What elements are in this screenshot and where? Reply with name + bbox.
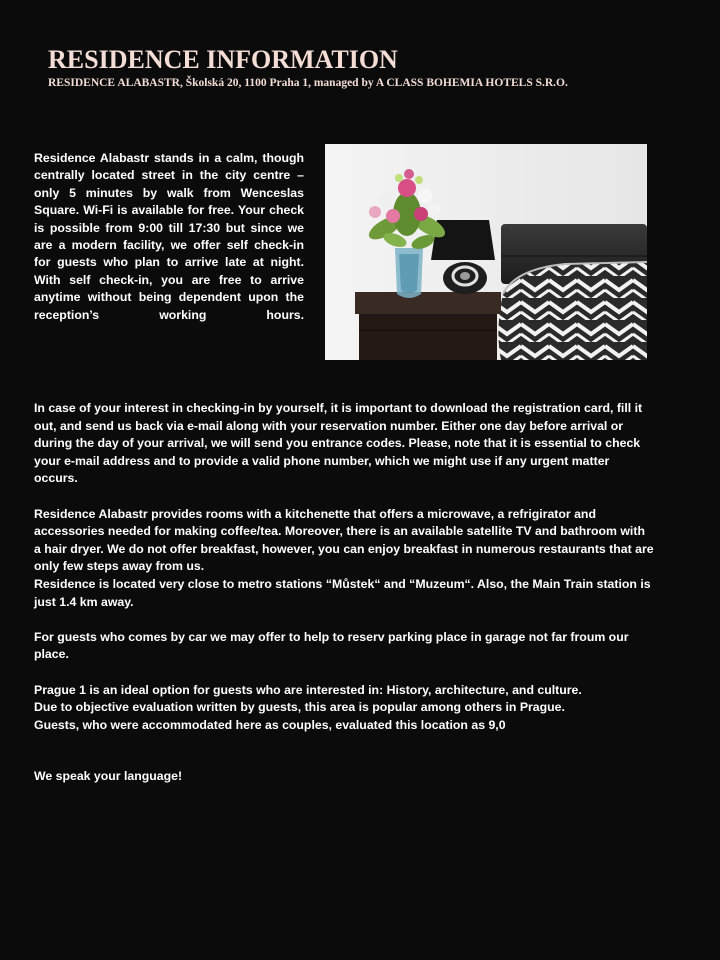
closing-line: We speak your language! xyxy=(34,769,183,783)
page-subtitle: RESIDENCE ALABASTR, Školská 20, 1100 Praha 1, managed by A CLASS BOHEMIA HOTELS S.R.O. xyxy=(48,77,568,89)
prague-line-1: Prague 1 is an ideal option for guests who are interested in: History, architecture, and culture. xyxy=(34,682,582,697)
body-text xyxy=(34,400,654,734)
prague-line-3: Guests, who were accommodated here as couples, evaluated this location as 9,0 xyxy=(34,717,506,732)
intro-paragraph: Residence Alabastr stands in a calm, though centrally located street in the city centre – only 5 minutes by walk from Wenceslas Square. Wi-Fi is available for free. Your check is possible from 9:00 till 17:30 but since we are a modern facility, we offer self check-in for guests who plan to arrive late at night. With self check-in, you are free to arrive anytime without being dependent upon the reception’s working hours. xyxy=(34,151,304,322)
rooms-paragraph: Residence Alabastr provides rooms with a kitchenette that offers a microwave, a refrigirator and accessories needed for making coffee/tea. Moreover, there is an available satellite TV and bathroom with a hair dryer. We do not offer breakfast, however, you can enjoy breakfast in numerous restaurants that are only few steps away from us. xyxy=(34,506,654,574)
page-title: RESIDENCE INFORMATION xyxy=(48,45,398,74)
location-paragraph: Residence is located very close to metro stations “Můstek“ and “Muzeum“. Also, the Main Train station is just 1.4 km away. xyxy=(34,576,651,609)
prague-line-2: Due to objective evaluation written by guests, this area is popular among others in Prague. xyxy=(34,700,565,715)
bedroom-photo xyxy=(325,144,647,360)
checkin-paragraph: In case of your interest in checking-in by yourself, it is important to download the registration card, fill it out, and send us back via e-mail along with your reservation number. Either one day before arrival or during the day of your arrival, we will send you entrance codes. Please, note that it is essential to check your e-mail address and to provide a valid phone number, which we might use if any urgent matter occurs. xyxy=(34,401,643,486)
parking-paragraph: For guests who comes by car we may offer to help to reserv parking place in garage not far froum our place. xyxy=(34,629,629,662)
